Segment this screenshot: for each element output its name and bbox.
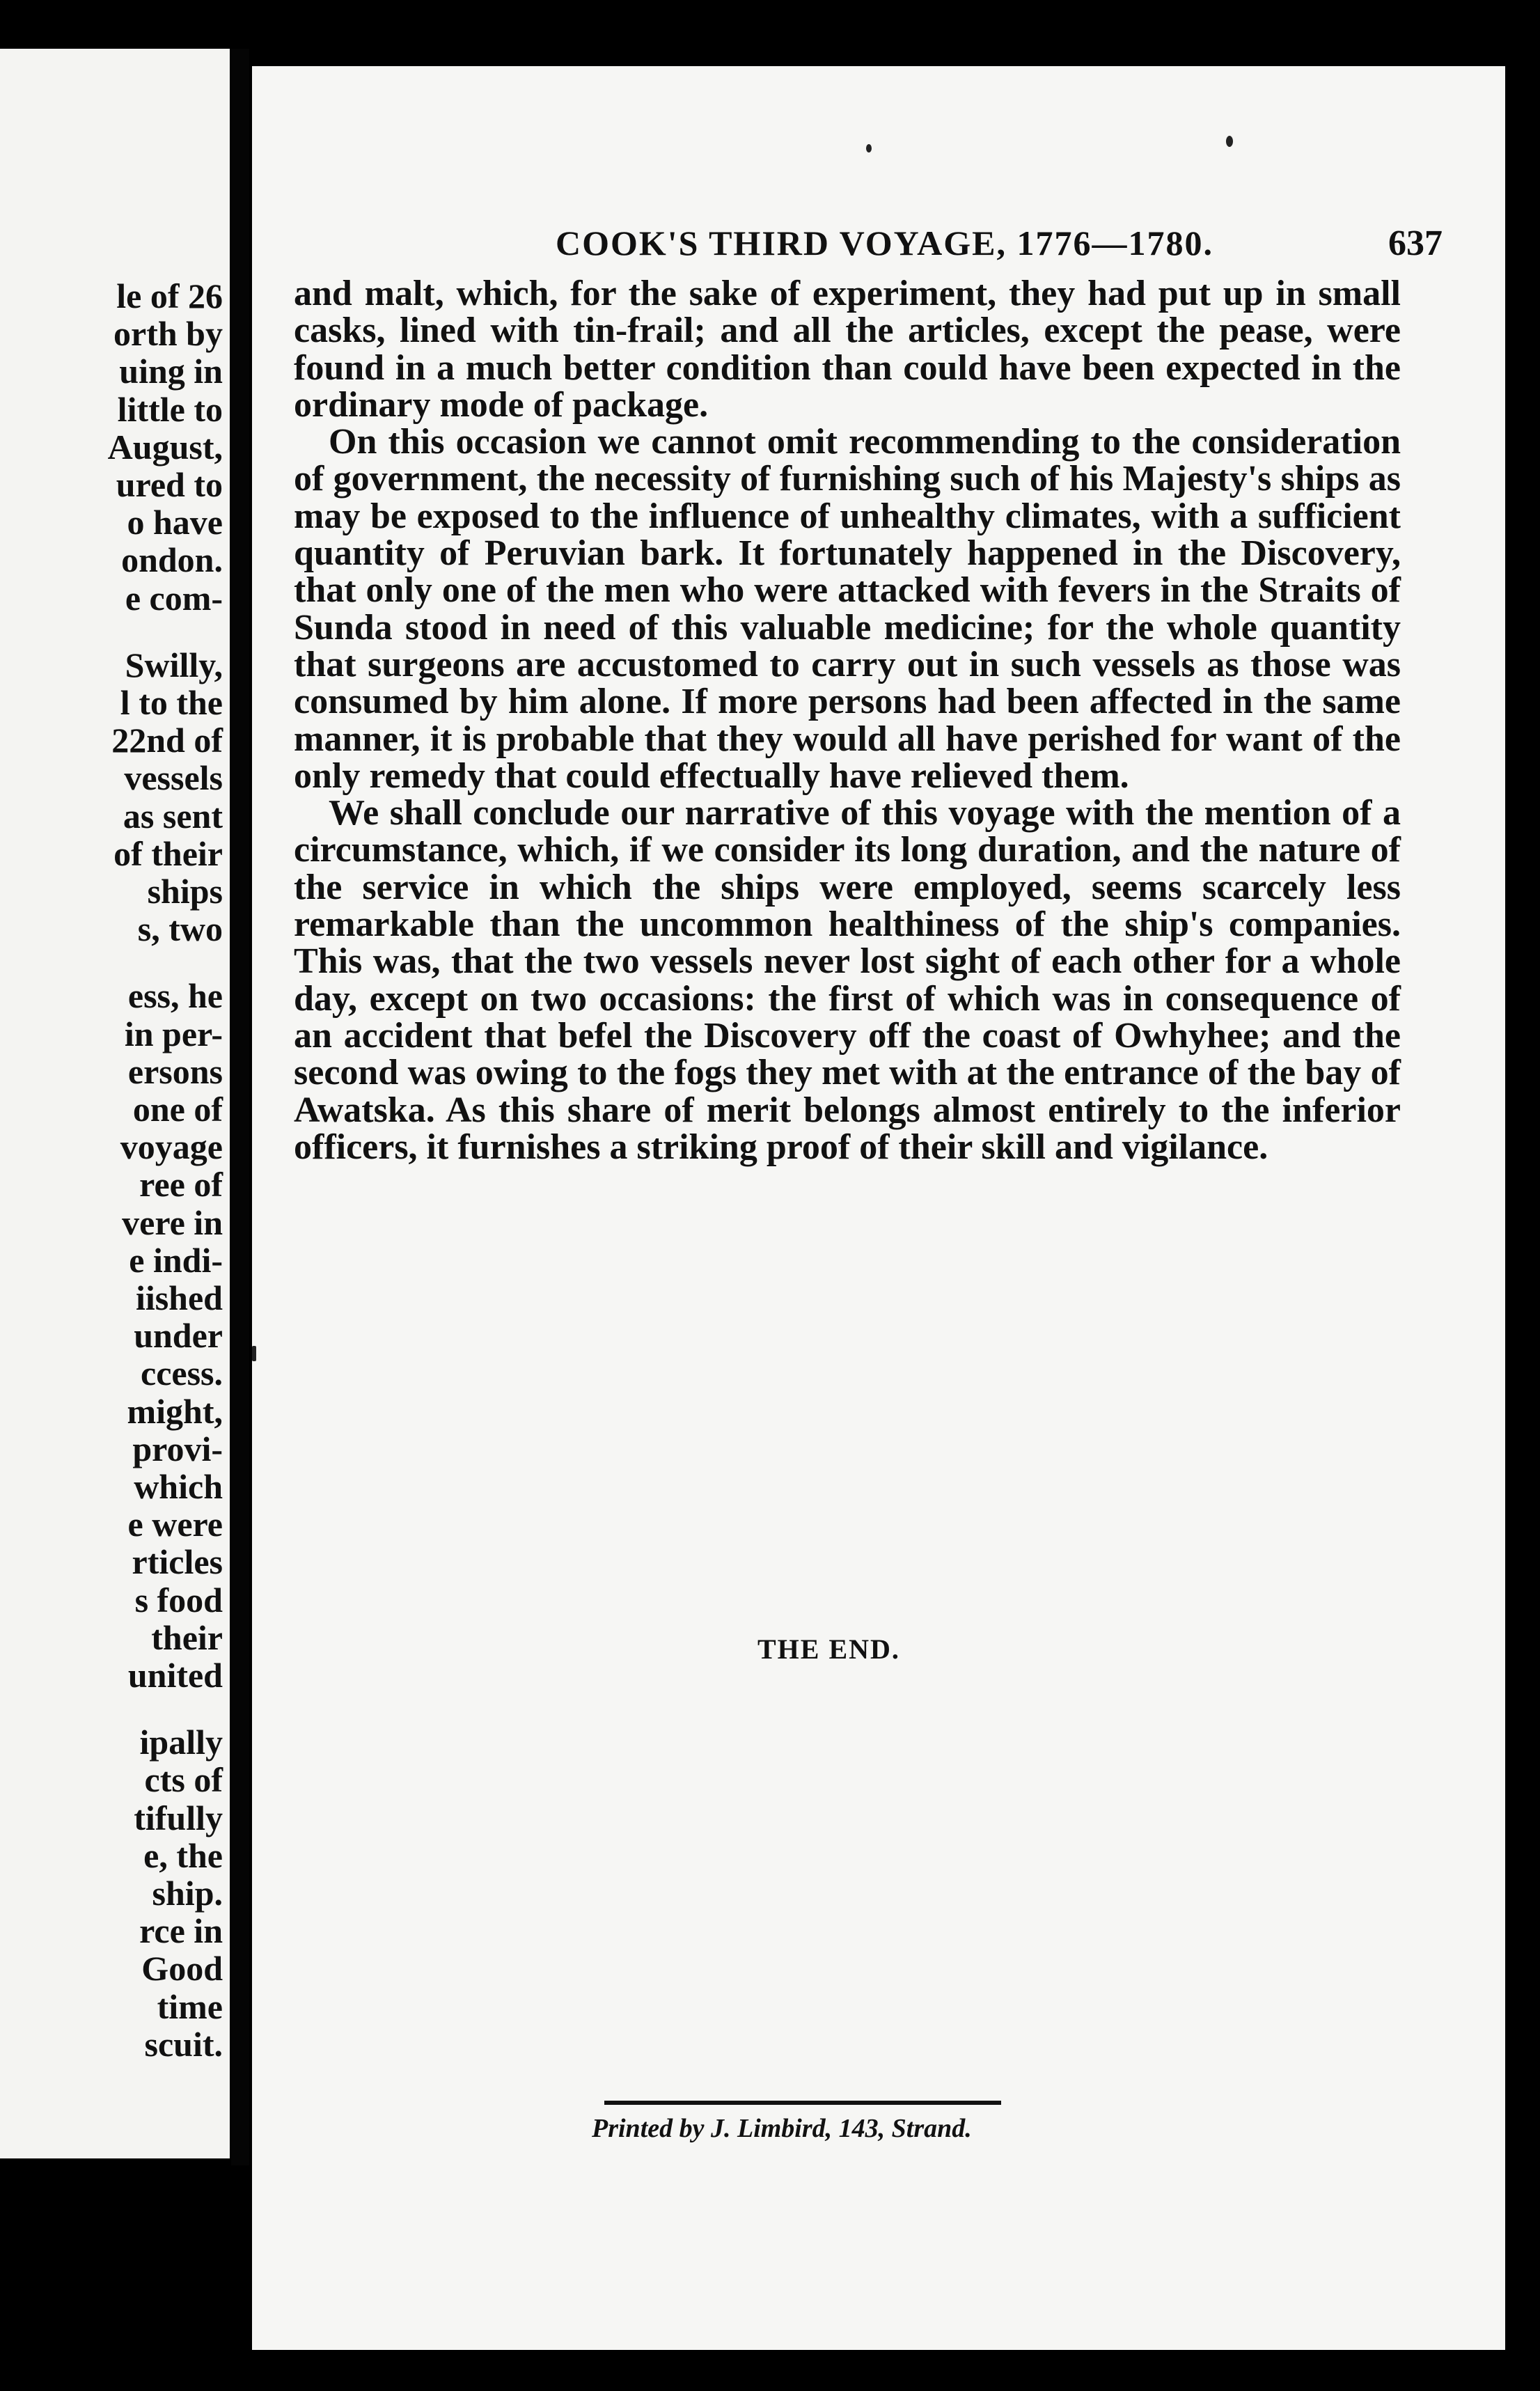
left-page-line: ondon. [121,540,223,580]
ink-speck [252,1346,256,1361]
left-page-line: orth by [113,314,223,354]
left-page-line: ess, he [127,976,223,1016]
paragraph: On this occasion we cannot omit recommending to the consideration of government, the necessity of furnishing such of his Majesty's ships as may be exposed to the influence of unhealthy climates, with a sufficient quantity of Peruvian bark. It fortunately happened in the Discovery, that only one of the men who were attacked with fevers in the Straits of Sunda stood in need of this valuable medicine; for the whole quantity that surgeons are accustomed to carry out in such vessels as those was consumed by him alone. If more persons had been affected in the same manner, it is probable that they would all have perished for want of the only remedy that could effectually have relieved them. [294,422,1401,796]
left-page-line: ersons [127,1051,223,1091]
left-page-line: vessels [124,758,223,798]
imprint-rule [604,2101,1001,2105]
left-page-line: which [134,1467,223,1506]
paragraph: We shall conclude our narrative of this voyage with the mention of a circumstance, which, if we consider its long duration, and the nature of the service in which the ships were employed, seems scarcely less remarkable than the uncommon healthiness of the ship's companies. This was, that the two vessels never lost sight of each other for a whole day, except on two occasions: the first of which was in consequence of an accident that befel the Discovery off the coast of Owhyhee; and the second was owing to the fogs they met with at the entrance of the bay of Awatska. As this share of merit belongs almost entirely to the inferior officers, it furnishes a striking proof of their skill and vigilance. [294,793,1401,1167]
left-page-line: united [127,1656,223,1695]
left-page-line: rce in [139,1911,223,1951]
left-page-line: ipally [139,1723,223,1762]
left-page-line: e indi- [129,1240,223,1280]
left-page-line: iished [135,1278,223,1317]
left-page-line: one of [132,1090,223,1129]
left-page-line: scuit. [144,2024,223,2064]
left-page-line: under [134,1316,223,1356]
left-page-line: 22nd of [111,721,223,760]
running-title: COOK'S THIRD VOYAGE, 1776—1780. [556,224,1213,262]
page-number: 637 [1388,224,1443,263]
left-page-line: cts of [144,1760,223,1800]
left-page-line: l to the [120,683,223,722]
left-page-line: ccess. [141,1354,223,1393]
left-page-line: e, the [143,1835,223,1875]
left-page-line: as sent [123,796,223,836]
left-page-line: uing in [119,352,223,391]
left-page-line: little to [117,389,223,429]
left-page-line: Good [141,1949,223,1989]
left-page-line: of their [113,833,223,873]
left-page-line: Swilly, [125,645,223,684]
left-page-fragment [0,49,230,2158]
left-page-line: ree of [139,1165,223,1205]
left-page-line: might, [127,1391,223,1431]
left-page-line: provi- [132,1429,223,1468]
book-gutter [231,49,249,2165]
left-page-line: e were [127,1505,223,1544]
left-page-line: e com- [125,578,223,618]
left-page-line: tifully [134,1798,223,1837]
left-page-line: vere in [122,1202,223,1242]
left-page-line: le of 26 [116,276,223,315]
paragraph: and malt, which, for the sake of experiment, they had put up in small casks, lined with tin-frail; and all the articles, except the pease, were found in a much better condition than could have been expected in the ordinary mode of package. [294,274,1401,425]
left-page-line: voyage [120,1127,223,1167]
left-page-line: their [151,1617,223,1657]
left-page-line: August, [107,427,223,467]
ink-speck [866,144,872,152]
left-page-line: in per- [124,1014,223,1053]
left-page-line: ships [147,872,223,911]
body-text [294,275,1401,1166]
the-end-mark: THE END. [757,1633,900,1665]
left-page-line: ship. [152,1874,223,1913]
ink-speck [1226,136,1233,147]
left-page-line: s, two [137,909,223,949]
book-page [252,66,1505,2350]
left-page-line: o have [127,503,223,542]
left-page-line: s food [134,1580,223,1620]
running-head [252,223,1505,272]
left-page-line: rticles [132,1542,223,1582]
left-page-line: ured to [116,465,223,504]
left-page-line: time [157,1986,223,2026]
printer-imprint: Printed by J. Limbird, 143, Strand. [592,2114,972,2143]
